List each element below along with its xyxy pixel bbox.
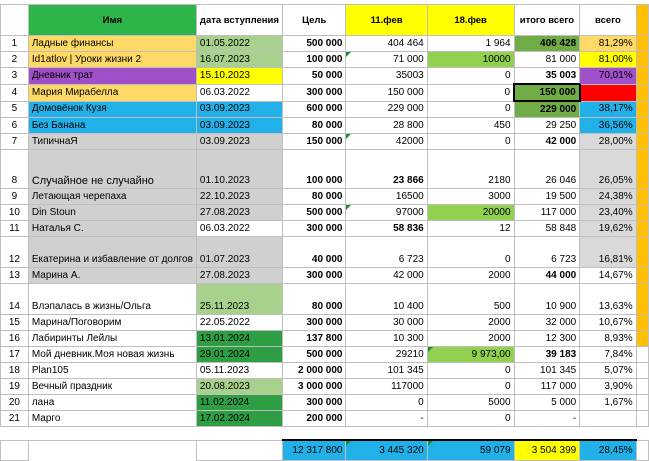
cell-feb11[interactable]: 404 464 <box>346 36 427 52</box>
table-row <box>1 118 649 134</box>
table-row <box>1 411 649 427</box>
totals-name-cell[interactable] <box>28 440 196 461</box>
side-strip <box>636 268 648 284</box>
table-row <box>1 150 649 189</box>
row-number: 4 <box>1 84 29 101</box>
blank-cell <box>196 427 282 441</box>
cell-goal[interactable]: 300 000 <box>282 221 346 237</box>
cell-name[interactable]: Наталья С. <box>28 221 196 237</box>
table-row <box>1 395 649 411</box>
row-number: 18 <box>1 363 29 379</box>
table-row <box>1 134 649 150</box>
cell-total[interactable]: 117 000 <box>514 379 580 395</box>
cell-feb18[interactable]: 2000 <box>427 331 514 347</box>
cell-total[interactable]: 406 428 <box>514 36 580 52</box>
cell-date[interactable]: 22.05.2022 <box>196 315 282 331</box>
cell-total[interactable]: 117 000 <box>514 205 580 221</box>
header-goal[interactable]: Цель <box>282 5 346 36</box>
row-number: 10 <box>1 205 29 221</box>
row-number: 5 <box>1 101 29 118</box>
totals-feb11[interactable]: 3 445 320 <box>346 440 427 461</box>
cell-feb18[interactable]: 12 <box>427 221 514 237</box>
side-strip <box>636 84 648 101</box>
side-strip <box>636 118 648 134</box>
cell-total[interactable]: 229 000 <box>514 101 580 118</box>
cell-date[interactable]: 15.10.2023 <box>196 68 282 85</box>
cell-pct[interactable]: 14,67% <box>580 268 637 284</box>
side-strip <box>636 134 648 150</box>
table-row <box>1 379 649 395</box>
cell-pct[interactable]: 19,62% <box>580 221 637 237</box>
side-strip <box>636 52 648 68</box>
cell-date[interactable]: 20.08.2023 <box>196 379 282 395</box>
cell-goal[interactable]: 100 000 <box>282 150 346 189</box>
cell-feb11[interactable]: 42 000 <box>346 268 427 284</box>
blank-cell <box>1 427 29 441</box>
header-name[interactable]: Имя <box>28 5 196 36</box>
row-number: 11 <box>1 221 29 237</box>
cell-date[interactable]: 22.10.2023 <box>196 189 282 205</box>
cell-total[interactable]: 5 000 <box>514 395 580 411</box>
row-number: 8 <box>1 150 29 189</box>
cell-name[interactable]: Plan105 <box>28 363 196 379</box>
cell-total[interactable]: 44 000 <box>514 268 580 284</box>
cell-name[interactable]: Екатерина и избавление от долгов <box>28 237 196 268</box>
side-strip <box>636 189 648 205</box>
cell-feb18[interactable]: 0 <box>427 68 514 85</box>
cell-feb11[interactable]: 101 345 <box>346 363 427 379</box>
cell-name[interactable]: Марина А. <box>28 268 196 284</box>
cell-total[interactable]: 39 183 <box>514 347 580 363</box>
cell-feb11[interactable]: 117000 <box>346 379 427 395</box>
row-number: 17 <box>1 347 29 363</box>
cell-feb18[interactable]: 500 <box>427 284 514 315</box>
header-pct[interactable]: всего <box>580 5 637 36</box>
totals-feb18[interactable]: 59 079 <box>427 440 514 461</box>
cell-goal[interactable]: 80 000 <box>282 189 346 205</box>
table-row <box>1 284 649 315</box>
cell-feb18[interactable]: 0 <box>427 411 514 427</box>
cell-pct[interactable]: 26,05% <box>580 150 637 189</box>
cell-date[interactable]: 13.01.2024 <box>196 331 282 347</box>
cell-feb18[interactable]: 0 <box>427 363 514 379</box>
cell-pct[interactable]: 3,90% <box>580 379 637 395</box>
table-row <box>1 68 649 85</box>
cell-total[interactable]: 81 000 <box>514 52 580 68</box>
cell-goal[interactable]: 150 000 <box>282 134 346 150</box>
cell-goal[interactable]: 50 000 <box>282 68 346 85</box>
row-number: 21 <box>1 411 29 427</box>
cell-name[interactable]: Мой дневник.Моя новая жизнь <box>28 347 196 363</box>
cell-total[interactable]: 35 003 <box>514 68 580 85</box>
side-strip <box>636 36 648 52</box>
side-strip <box>636 5 648 36</box>
cell-pct[interactable]: 81,29% <box>580 36 637 52</box>
cell-date[interactable]: 06.03.2022 <box>196 84 282 101</box>
cell-date[interactable]: 16.07.2023 <box>196 52 282 68</box>
cell-feb11[interactable]: 30 000 <box>346 315 427 331</box>
table-row <box>1 205 649 221</box>
side-strip <box>636 395 648 411</box>
cell-pct[interactable]: 13,63% <box>580 284 637 315</box>
row-number <box>1 440 29 461</box>
blank-cell <box>346 427 427 441</box>
cell-total[interactable]: 58 848 <box>514 221 580 237</box>
side-strip <box>636 331 648 347</box>
row-number: 2 <box>1 52 29 68</box>
cell-goal[interactable]: 300 000 <box>282 395 346 411</box>
totals-goal[interactable]: 12 317 800 <box>282 440 346 461</box>
cell-pct[interactable]: 8,93% <box>580 331 637 347</box>
blank-cell <box>514 427 580 441</box>
side-strip <box>636 101 648 118</box>
row-number: 16 <box>1 331 29 347</box>
cell-feb18[interactable]: 5000 <box>427 395 514 411</box>
cell-name[interactable]: Домовёнок Кузя <box>28 101 196 118</box>
row-number: 14 <box>1 284 29 315</box>
table-row <box>1 315 649 331</box>
cell-feb11[interactable]: 71 000 <box>346 52 427 68</box>
totals-date-cell[interactable] <box>196 440 282 461</box>
cell-pct[interactable]: 7,84% <box>580 347 637 363</box>
table-row <box>1 347 649 363</box>
cell-total[interactable]: 42 000 <box>514 134 580 150</box>
table-row <box>1 221 649 237</box>
table-row <box>1 189 649 205</box>
row-number-header <box>1 5 29 36</box>
row-number: 13 <box>1 268 29 284</box>
cell-name[interactable]: Лабиринты Лейлы <box>28 331 196 347</box>
cell-feb11[interactable]: 58 836 <box>346 221 427 237</box>
cell-name[interactable]: Ладные финансы <box>28 36 196 52</box>
side-strip <box>636 315 648 331</box>
table-row <box>1 52 649 68</box>
blank-cell <box>580 427 637 441</box>
table-row <box>1 331 649 347</box>
cell-date[interactable]: 06.03.2022 <box>196 221 282 237</box>
cell-feb11[interactable]: 42000 <box>346 134 427 150</box>
side-strip <box>636 363 648 379</box>
cell-date[interactable]: 27.08.2023 <box>196 205 282 221</box>
cell-feb18[interactable]: 3000 <box>427 189 514 205</box>
cell-pct[interactable]: 81,00% <box>580 52 637 68</box>
cell-goal[interactable]: 300 000 <box>282 315 346 331</box>
blank-cell <box>28 427 196 441</box>
cell-feb11[interactable]: - <box>346 411 427 427</box>
cell-feb11[interactable]: 0 <box>346 395 427 411</box>
cell-feb11[interactable]: 97000 <box>346 205 427 221</box>
cell-goal[interactable]: 80 000 <box>282 284 346 315</box>
cell-goal[interactable]: 300 000 <box>282 268 346 284</box>
row-number: 1 <box>1 36 29 52</box>
cell-name[interactable]: Без Банана <box>28 118 196 134</box>
cell-total[interactable]: 12 300 <box>514 331 580 347</box>
cell-name[interactable]: Id1atlov | Уроки жизни 2 <box>28 52 196 68</box>
cell-feb11[interactable]: 150 000 <box>346 84 427 101</box>
cell-feb18[interactable]: 0 <box>427 84 514 101</box>
cell-date[interactable]: 29.01.2024 <box>196 347 282 363</box>
row-number: 15 <box>1 315 29 331</box>
cell-date[interactable]: 03.09.2023 <box>196 118 282 134</box>
cell-feb11[interactable]: 35003 <box>346 68 427 85</box>
cell-pct[interactable]: 28,00% <box>580 134 637 150</box>
cell-feb18[interactable]: 450 <box>427 118 514 134</box>
cell-goal[interactable]: 500 000 <box>282 205 346 221</box>
cell-pct[interactable]: 5,07% <box>580 363 637 379</box>
cell-name[interactable]: Мария Мирабелла <box>28 84 196 101</box>
cell-goal[interactable]: 137 800 <box>282 331 346 347</box>
cell-goal[interactable]: 500 000 <box>282 36 346 52</box>
side-strip <box>636 284 648 315</box>
cell-pct[interactable]: 10,67% <box>580 315 637 331</box>
row-number: 20 <box>1 395 29 411</box>
header-total[interactable]: итого всего <box>514 5 580 36</box>
cell-name[interactable]: Марина/Поговорим <box>28 315 196 331</box>
cell-goal[interactable]: 200 000 <box>282 411 346 427</box>
cell-date[interactable]: 27.08.2023 <box>196 268 282 284</box>
header-date[interactable]: дата вступления <box>196 5 282 36</box>
header-feb11[interactable]: 11.фев <box>346 5 427 36</box>
cell-pct[interactable]: 24,38% <box>580 189 637 205</box>
cell-total[interactable]: 26 046 <box>514 150 580 189</box>
blank-cell <box>427 427 514 441</box>
cell-name[interactable]: Летающая черепаха <box>28 189 196 205</box>
cell-feb11[interactable]: 28 800 <box>346 118 427 134</box>
cell-feb11[interactable]: 10 400 <box>346 284 427 315</box>
cell-date[interactable]: 11.02.2024 <box>196 395 282 411</box>
cell-date[interactable]: 01.05.2022 <box>196 36 282 52</box>
side-strip <box>636 440 648 461</box>
side-strip <box>636 347 648 363</box>
cell-total[interactable]: 10 900 <box>514 284 580 315</box>
row-number: 9 <box>1 189 29 205</box>
cell-goal[interactable]: 600 000 <box>282 101 346 118</box>
cell-feb18[interactable]: 0 <box>427 101 514 118</box>
cell-date[interactable]: 01.10.2023 <box>196 150 282 189</box>
totals-row <box>1 440 649 461</box>
cell-total[interactable]: - <box>514 411 580 427</box>
cell-goal[interactable]: 40 000 <box>282 237 346 268</box>
cell-feb11[interactable]: 16500 <box>346 189 427 205</box>
cell-feb18[interactable]: 2180 <box>427 150 514 189</box>
table-row <box>1 268 649 284</box>
cell-feb18[interactable]: 0 <box>427 237 514 268</box>
cell-goal[interactable]: 500 000 <box>282 347 346 363</box>
cell-goal[interactable]: 300 000 <box>282 84 346 101</box>
cell-name[interactable]: Влэпалась в жизнь/Ольга <box>28 284 196 315</box>
cell-date[interactable]: 25.11.2023 <box>196 284 282 315</box>
cell-pct[interactable]: 50,00% <box>580 84 637 101</box>
side-strip <box>636 150 648 189</box>
blank-cell <box>282 427 346 441</box>
cell-feb18[interactable]: 9 973,00 <box>427 347 514 363</box>
cell-feb18[interactable]: 20000 <box>427 205 514 221</box>
cell-name[interactable]: Марго <box>28 411 196 427</box>
cell-date[interactable]: 03.09.2023 <box>196 101 282 118</box>
header-row <box>1 5 649 36</box>
row-number: 19 <box>1 379 29 395</box>
cell-pct[interactable]: 23,40% <box>580 205 637 221</box>
cell-feb18[interactable]: 1 964 <box>427 36 514 52</box>
cell-total[interactable]: 29 250 <box>514 118 580 134</box>
cell-goal[interactable]: 3 000 000 <box>282 379 346 395</box>
cell-date[interactable]: 05.11.2023 <box>196 363 282 379</box>
cell-name[interactable]: ТипичнаЯ <box>28 134 196 150</box>
cell-goal[interactable]: 100 000 <box>282 52 346 68</box>
table-row <box>1 84 649 101</box>
row-number: 12 <box>1 237 29 268</box>
side-strip <box>636 379 648 395</box>
header-feb18[interactable]: 18.фев <box>427 5 514 36</box>
side-strip <box>636 68 648 85</box>
row-number: 7 <box>1 134 29 150</box>
cell-name[interactable]: Вечный праздник <box>28 379 196 395</box>
cell-pct[interactable] <box>580 411 637 427</box>
cell-total[interactable]: 101 345 <box>514 363 580 379</box>
cell-feb18[interactable]: 2000 <box>427 315 514 331</box>
cell-total[interactable]: 19 500 <box>514 189 580 205</box>
row-number: 3 <box>1 68 29 85</box>
cell-feb18[interactable]: 10000 <box>427 52 514 68</box>
totals-total[interactable]: 3 504 399 <box>514 440 580 461</box>
blank-row <box>1 427 649 441</box>
blank-cell <box>636 427 648 441</box>
table-row <box>1 36 649 52</box>
cell-goal[interactable]: 2 000 000 <box>282 363 346 379</box>
cell-feb11[interactable]: 6 723 <box>346 237 427 268</box>
cell-pct[interactable]: 16,81% <box>580 237 637 268</box>
cell-feb18[interactable]: 2000 <box>427 268 514 284</box>
table-row <box>1 101 649 118</box>
cell-date[interactable]: 01.07.2023 <box>196 237 282 268</box>
cell-name[interactable]: Дневник трат <box>28 68 196 85</box>
cell-feb18[interactable]: 0 <box>427 134 514 150</box>
cell-feb11[interactable]: 229 000 <box>346 101 427 118</box>
cell-total[interactable]: 150 000 <box>514 84 580 101</box>
totals-pct[interactable]: 28,45% <box>580 440 637 461</box>
cell-date[interactable]: 03.09.2023 <box>196 134 282 150</box>
row-number: 6 <box>1 118 29 134</box>
cell-pct[interactable]: 1,67% <box>580 395 637 411</box>
cell-goal[interactable]: 80 000 <box>282 118 346 134</box>
cell-feb11[interactable]: 10 300 <box>346 331 427 347</box>
cell-feb18[interactable]: 0 <box>427 379 514 395</box>
cell-feb11[interactable]: 29210 <box>346 347 427 363</box>
table-row <box>1 363 649 379</box>
side-strip <box>636 411 648 427</box>
side-strip <box>636 221 648 237</box>
cell-feb11[interactable]: 23 866 <box>346 150 427 189</box>
cell-name[interactable]: Случайное не случайно <box>28 150 196 189</box>
spreadsheet-table <box>0 4 649 461</box>
side-strip <box>636 205 648 221</box>
cell-pct[interactable]: 38,17% <box>580 101 637 118</box>
table-row <box>1 237 649 268</box>
cell-name[interactable]: Din Stoun <box>28 205 196 221</box>
cell-total[interactable]: 32 000 <box>514 315 580 331</box>
cell-total[interactable]: 6 723 <box>514 237 580 268</box>
cell-pct[interactable]: 70,01% <box>580 68 637 85</box>
cell-pct[interactable]: 36,56% <box>580 118 637 134</box>
cell-name[interactable]: лана <box>28 395 196 411</box>
cell-date[interactable]: 17.02.2024 <box>196 411 282 427</box>
side-strip <box>636 237 648 268</box>
